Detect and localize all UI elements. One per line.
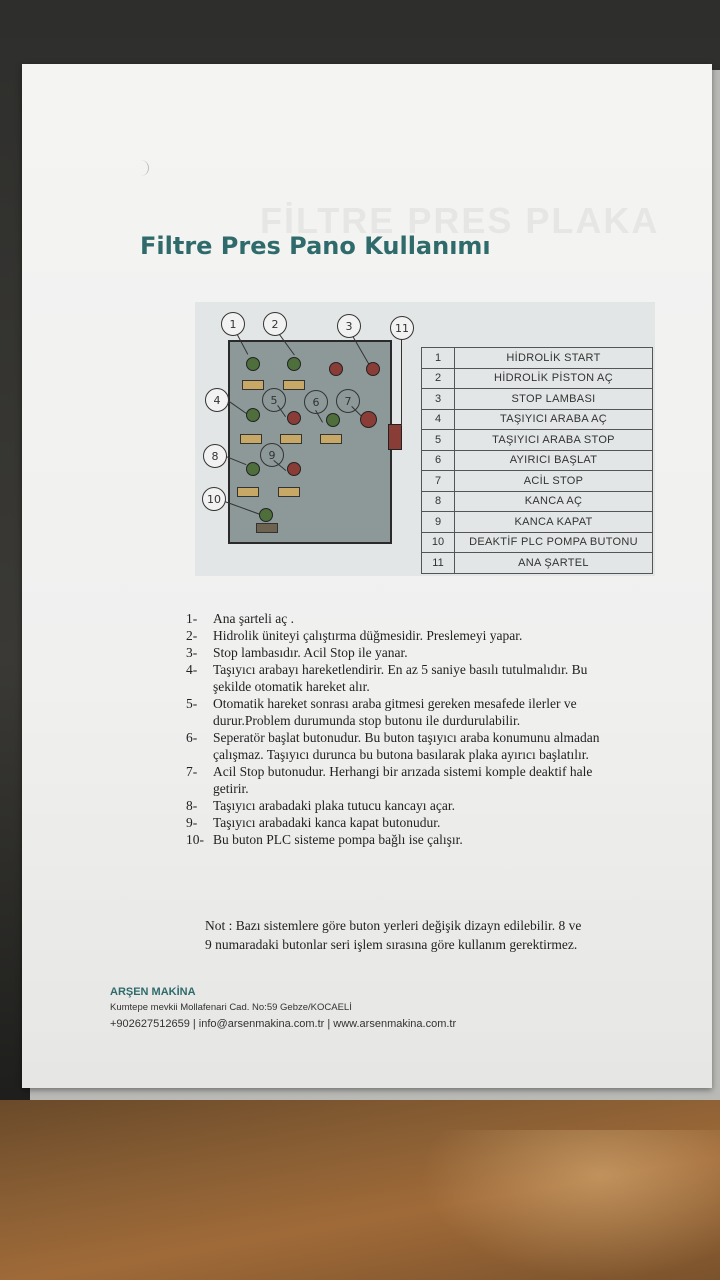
list-item-number: 8- xyxy=(186,798,198,813)
list-item-number: 9- xyxy=(186,815,198,830)
panel-label xyxy=(283,380,305,390)
list-item xyxy=(186,610,606,627)
panel-label xyxy=(280,434,302,444)
watermark-text: FİLTRE PRES PLAKA xyxy=(260,200,660,241)
legend-row xyxy=(422,491,653,512)
plc-pump-button-icon xyxy=(259,508,273,522)
list-item-text: Taşıyıcı arabadaki plaka tutucu kancayı açar. xyxy=(213,798,455,813)
callout-7: 7 xyxy=(336,389,360,413)
legend-label: TAŞIYICI ARABA STOP xyxy=(455,430,653,451)
legend-row xyxy=(422,348,653,369)
callout-2: 2 xyxy=(263,312,287,336)
list-item xyxy=(186,797,606,814)
panel-label xyxy=(237,487,259,497)
carrier-stop-button-icon xyxy=(287,411,301,425)
list-item-text: Otomatik hareket sonrası araba gitmesi gereken mesafede ilerler ve durur.Problem durumunda stop butonu ile durdurulabilir. xyxy=(213,696,577,728)
list-item xyxy=(186,695,606,729)
list-item xyxy=(186,644,606,661)
hydraulic-start-button-icon xyxy=(246,357,260,371)
list-item-number: 3- xyxy=(186,645,198,660)
legend-label: ANA ŞARTEL xyxy=(455,553,653,574)
callout-10: 10 xyxy=(202,487,226,511)
list-item xyxy=(186,814,606,831)
hydraulic-piston-button-icon xyxy=(287,357,301,371)
legend-label: KANCA AÇ xyxy=(455,491,653,512)
callout-11: 11 xyxy=(390,316,414,340)
company-footer xyxy=(110,986,456,1030)
legend-number: 6 xyxy=(422,450,455,471)
instruction-list xyxy=(186,610,606,848)
legend-row xyxy=(422,430,653,451)
legend-row xyxy=(422,553,653,574)
button-legend-table xyxy=(421,347,653,574)
list-item-text: Taşıyıcı arabadaki kanca kapat butonudur. xyxy=(213,815,441,830)
callout-4: 4 xyxy=(205,388,229,412)
callout-8: 8 xyxy=(203,444,227,468)
list-item-number: 7- xyxy=(186,764,198,779)
legend-label: KANCA KAPAT xyxy=(455,512,653,533)
list-item xyxy=(186,729,606,763)
legend-label: TAŞIYICI ARABA AÇ xyxy=(455,409,653,430)
desk-reflection xyxy=(420,1130,720,1280)
list-item-number: 5- xyxy=(186,696,198,711)
legend-row xyxy=(422,512,653,533)
note-text: Not : Bazı sistemlere göre buton yerleri değişik dizayn edilebilir. 8 ve 9 numaradaki butonlar seri işlem sırasına göre kullanım gerektirmez. xyxy=(205,918,582,952)
panel-label xyxy=(240,434,262,444)
page-title: Filtre Pres Pano Kullanımı xyxy=(140,232,491,260)
list-item-text: Acil Stop butonudur. Herhangi bir arızada sistemi komple deaktif hale getirir. xyxy=(213,764,593,796)
list-item xyxy=(186,661,606,695)
legend-label: AYIRICI BAŞLAT xyxy=(455,450,653,471)
leader-line-11 xyxy=(401,336,402,426)
legend-row xyxy=(422,450,653,471)
callout-5: 5 xyxy=(262,388,286,412)
hook-close-button-icon xyxy=(287,462,301,476)
list-item xyxy=(186,763,606,797)
company-name: ARŞEN MAKİNA xyxy=(110,986,196,998)
panel-label xyxy=(256,523,278,533)
list-item-text: Stop lambasıdır. Acil Stop ile yanar. xyxy=(213,645,408,660)
list-item-number: 1- xyxy=(186,611,198,626)
callout-9: 9 xyxy=(260,443,284,467)
stop-lamp-icon xyxy=(329,362,343,376)
company-address: Kumtepe mevkii Mollafenari Cad. No:59 Gebze/KOCAELİ xyxy=(110,1002,352,1013)
panel-label xyxy=(242,380,264,390)
legend-row xyxy=(422,532,653,553)
legend-number: 10 xyxy=(422,532,455,553)
legend-row xyxy=(422,389,653,410)
panel-label xyxy=(278,487,300,497)
list-item-text: Bu buton PLC sisteme pompa bağlı ise çalışır. xyxy=(213,832,463,847)
legend-row xyxy=(422,409,653,430)
hook-open-button-icon xyxy=(246,462,260,476)
legend-label: HİDROLİK START xyxy=(455,348,653,369)
separator-start-button-icon xyxy=(326,413,340,427)
list-item-text: Taşıyıcı arabayı hareketlendirir. En az 5 saniye basılı tutulmalıdır. Bu şekilde otomatik hareket alır. xyxy=(213,662,588,694)
legend-number: 3 xyxy=(422,389,455,410)
list-item-number: 2- xyxy=(186,628,198,643)
callout-3: 3 xyxy=(337,314,361,338)
carrier-open-button-icon xyxy=(246,408,260,422)
legend-row xyxy=(422,368,653,389)
list-item-number: 4- xyxy=(186,662,198,677)
legend-number: 5 xyxy=(422,430,455,451)
stop-lamp-icon xyxy=(366,362,380,376)
list-item-text: Ana şarteli aç . xyxy=(213,611,294,626)
legend-number: 1 xyxy=(422,348,455,369)
main-switch-handle xyxy=(388,424,402,450)
legend-number: 9 xyxy=(422,512,455,533)
legend-number: 2 xyxy=(422,368,455,389)
legend-number: 7 xyxy=(422,471,455,492)
legend-label: DEAKTİF PLC POMPA BUTONU xyxy=(455,532,653,553)
list-item xyxy=(186,831,606,848)
legend-label: STOP LAMBASI xyxy=(455,389,653,410)
legend-row xyxy=(422,471,653,492)
callout-1: 1 xyxy=(221,312,245,336)
panel-label xyxy=(320,434,342,444)
emergency-stop-button-icon xyxy=(360,411,377,428)
list-item-text: Seperatör başlat butonudur. Bu buton taşıyıcı araba konumunu almadan çalışmaz. Taşıyıcı durunca bu butona basılarak plaka ayırıcı başlatılır. xyxy=(213,730,600,762)
legend-number: 4 xyxy=(422,409,455,430)
legend-label: ACİL STOP xyxy=(455,471,653,492)
legend-number: 11 xyxy=(422,553,455,574)
company-contact: +902627512659 | info@arsenmakina.com.tr | www.arsenmakina.com.tr xyxy=(110,1018,457,1030)
list-item-number: 6- xyxy=(186,730,198,745)
legend-label: HİDROLİK PİSTON AÇ xyxy=(455,368,653,389)
list-item xyxy=(186,627,606,644)
callout-6: 6 xyxy=(304,390,328,414)
list-item-number: 10- xyxy=(186,832,204,847)
legend-number: 8 xyxy=(422,491,455,512)
list-item-text: Hidrolik üniteyi çalıştırma düğmesidir. Preslemeyi yapar. xyxy=(213,628,523,643)
